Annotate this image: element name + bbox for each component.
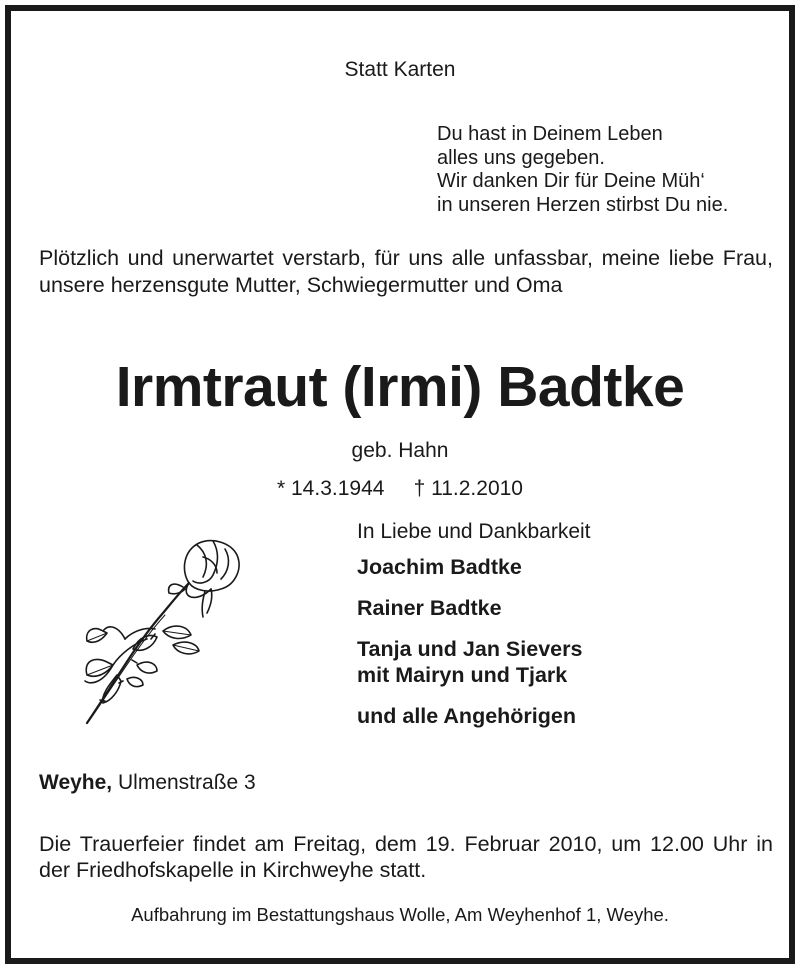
mourner-line: Joachim Badtke <box>357 555 522 579</box>
mourner-line: Rainer Badtke <box>357 596 502 620</box>
laying-out-text: Aufbahrung im Bestattungshaus Wolle, Am Weyhenhof 1, Weyhe. <box>131 904 669 925</box>
life-dates: * 14.3.1944 † 11.2.2010 <box>277 477 523 500</box>
mourner-name <box>357 554 591 580</box>
thanks-line: In Liebe und Dankbarkeit <box>357 520 591 543</box>
intro-text: Plötzlich und unerwartet verstarb, für uns alle unfassbar, meine liebe Frau, unsere herzensgute Mutter, Schwiegermutter und Oma <box>39 246 773 297</box>
address-street: Ulmenstraße 3 <box>118 771 256 794</box>
mourner-line: Tanja und Jan Sievers <box>357 637 583 661</box>
poem-line: Du hast in Deinem Leben <box>437 123 663 145</box>
address-town: Weyhe, <box>39 771 113 794</box>
birth-name: geb. Hahn <box>351 439 449 462</box>
deceased-name: Irmtraut (Irmi) Badtke <box>115 355 685 419</box>
poem-line: alles uns gegeben. <box>437 146 605 169</box>
poem-line: in unseren Herzen stirbst Du nie. <box>437 193 729 216</box>
mourner-line: und alle Angehörigen <box>357 704 576 728</box>
funeral-service-text: Die Trauerfeier findet am Freitag, dem 19. Februar 2010, um 12.00 Uhr in der Friedhofskapelle in Kirchweyhe statt. <box>39 832 773 882</box>
mourner-name <box>357 703 591 729</box>
poem <box>437 123 728 217</box>
poem-line: Wir danken Dir für Deine Müh‘ <box>437 170 705 192</box>
obituary-frame <box>5 5 795 964</box>
mourner-name <box>357 636 591 688</box>
rose-icon <box>73 535 253 731</box>
address <box>39 771 256 795</box>
mourner-name <box>357 595 591 621</box>
statt-karten: Statt Karten <box>344 58 456 81</box>
mourners-block <box>357 520 591 744</box>
mourner-line: mit Mairyn und Tjark <box>357 663 568 687</box>
